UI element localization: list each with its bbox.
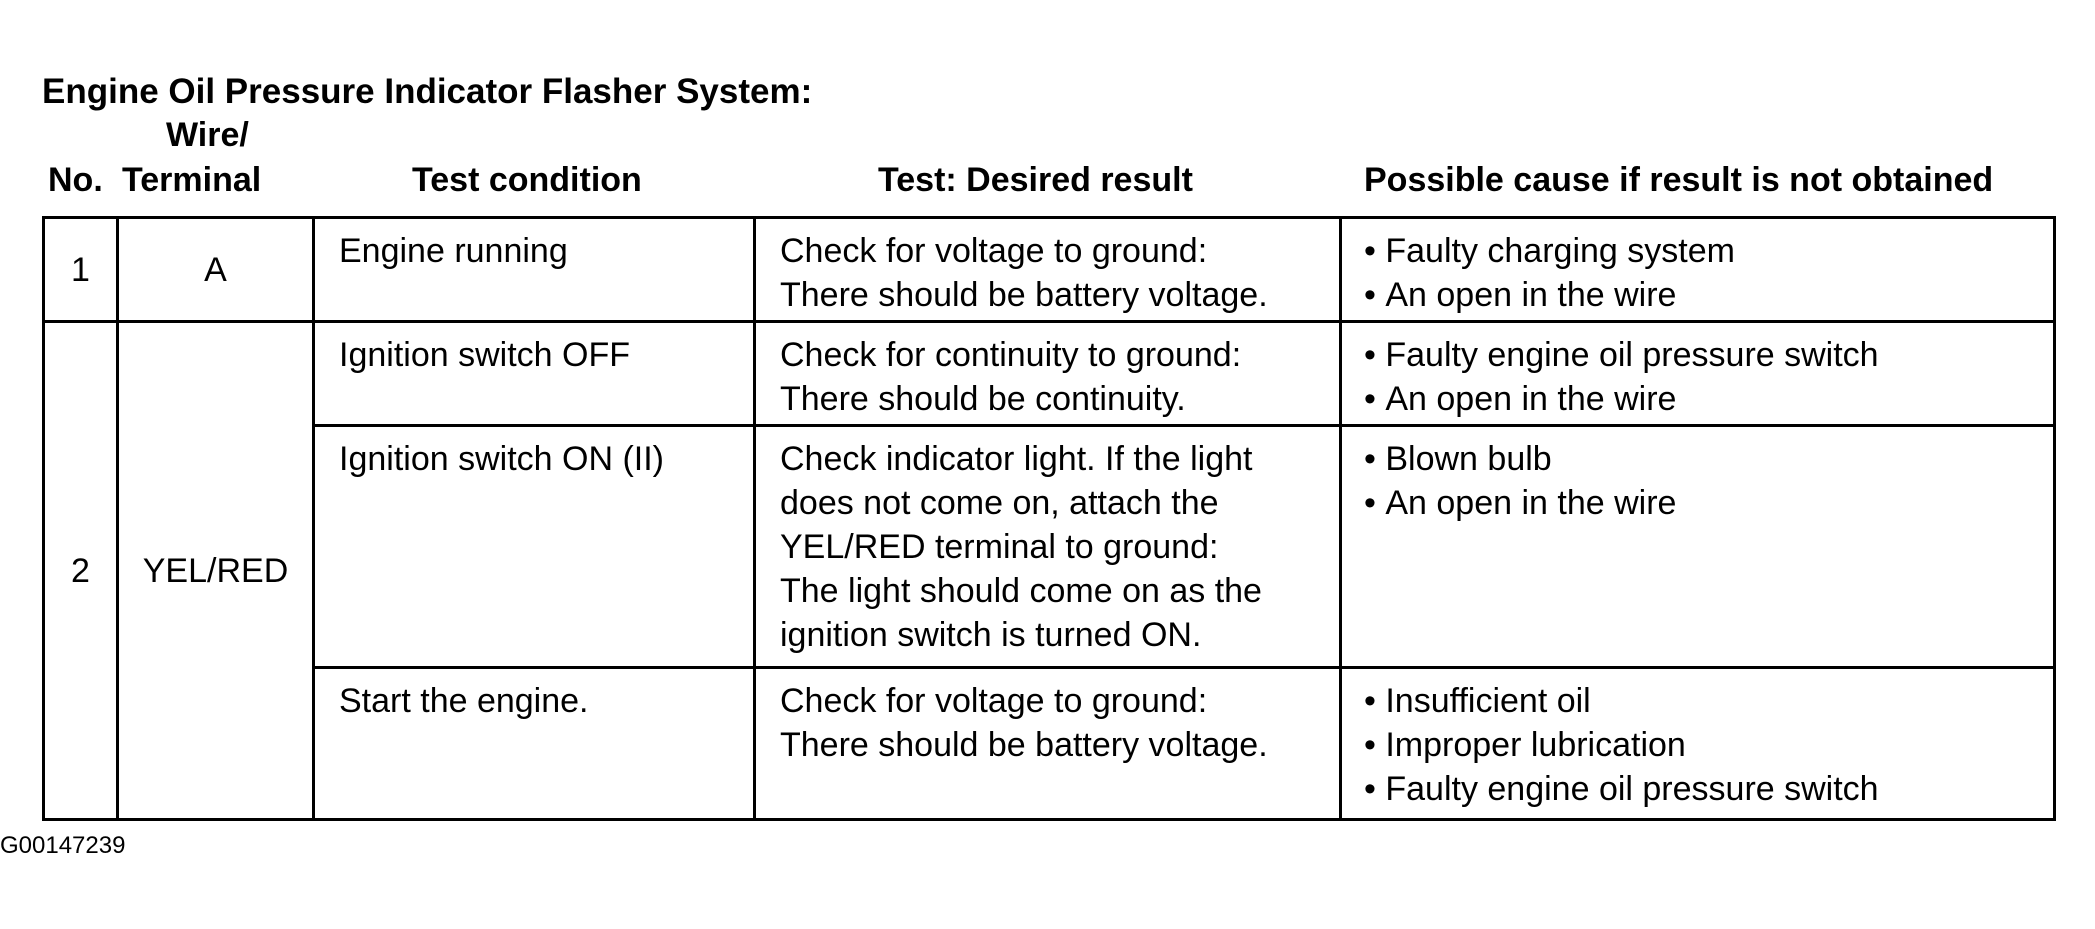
result-line: Check for voltage to ground: bbox=[780, 232, 1208, 270]
wire-terminal: YEL/RED bbox=[118, 322, 314, 820]
wire-terminal: A bbox=[118, 218, 314, 322]
header-no: No. bbox=[48, 161, 103, 199]
result-line: There should be battery voltage. bbox=[780, 276, 1268, 314]
desired-result-cell bbox=[755, 426, 1341, 668]
cause-item: • Faulty engine oil pressure switch bbox=[1364, 333, 2053, 377]
result-line: Check for voltage to ground: bbox=[780, 682, 1208, 720]
cause-item: • An open in the wire bbox=[1364, 377, 2053, 421]
result-line: does not come on, attach the bbox=[780, 484, 1219, 522]
result-line: ignition switch is turned ON. bbox=[780, 616, 1202, 654]
result-line: Check for continuity to ground: bbox=[780, 336, 1242, 374]
row-number: 2 bbox=[44, 322, 118, 820]
cause-item: • Faulty engine oil pressure switch bbox=[1364, 767, 2053, 811]
possible-cause-cell bbox=[1341, 322, 2055, 426]
cause-item: • An open in the wire bbox=[1364, 481, 2053, 525]
header-possible-cause: Possible cause if result is not obtained bbox=[1364, 161, 1994, 199]
possible-cause-cell bbox=[1341, 668, 2055, 820]
test-condition-text: Start the engine. bbox=[339, 682, 589, 720]
desired-result-cell bbox=[755, 218, 1341, 322]
header-wire-line2: Terminal bbox=[122, 161, 262, 199]
test-condition-cell bbox=[314, 322, 755, 426]
document-title: Engine Oil Pressure Indicator Flasher System: bbox=[42, 72, 813, 111]
result-line: YEL/RED terminal to ground: bbox=[780, 528, 1219, 566]
result-line: Check indicator light. If the light bbox=[780, 440, 1253, 478]
cause-item: • Insufficient oil bbox=[1364, 679, 2053, 723]
cause-item: • Improper lubrication bbox=[1364, 723, 2053, 767]
cause-item: • Faulty charging system bbox=[1364, 229, 2053, 273]
result-line: The light should come on as the bbox=[780, 572, 1262, 610]
result-line: There should be battery voltage. bbox=[780, 726, 1268, 764]
desired-result-cell bbox=[755, 668, 1341, 820]
header-wire-line1: Wire/ bbox=[166, 116, 249, 154]
test-condition-cell bbox=[314, 426, 755, 668]
figure-id: G00147239 bbox=[0, 832, 126, 859]
header-test-condition: Test condition bbox=[412, 161, 642, 199]
desired-result-cell bbox=[755, 322, 1341, 426]
test-table bbox=[42, 216, 2056, 821]
result-line: There should be continuity. bbox=[780, 380, 1186, 418]
possible-cause-cell bbox=[1341, 218, 2055, 322]
table-row bbox=[44, 426, 2055, 668]
table-row bbox=[44, 218, 2055, 322]
test-condition-text: Ignition switch OFF bbox=[339, 336, 630, 374]
test-condition-cell bbox=[314, 668, 755, 820]
possible-cause-cell bbox=[1341, 426, 2055, 668]
table-row bbox=[44, 322, 2055, 426]
table-row bbox=[44, 668, 2055, 820]
test-condition-cell bbox=[314, 218, 755, 322]
cause-item: • Blown bulb bbox=[1364, 437, 2053, 481]
test-condition-text: Ignition switch ON (II) bbox=[339, 440, 664, 478]
header-desired-result: Test: Desired result bbox=[878, 161, 1193, 199]
row-number: 1 bbox=[44, 218, 118, 322]
cause-item: • An open in the wire bbox=[1364, 273, 2053, 317]
test-condition-text: Engine running bbox=[339, 232, 568, 270]
